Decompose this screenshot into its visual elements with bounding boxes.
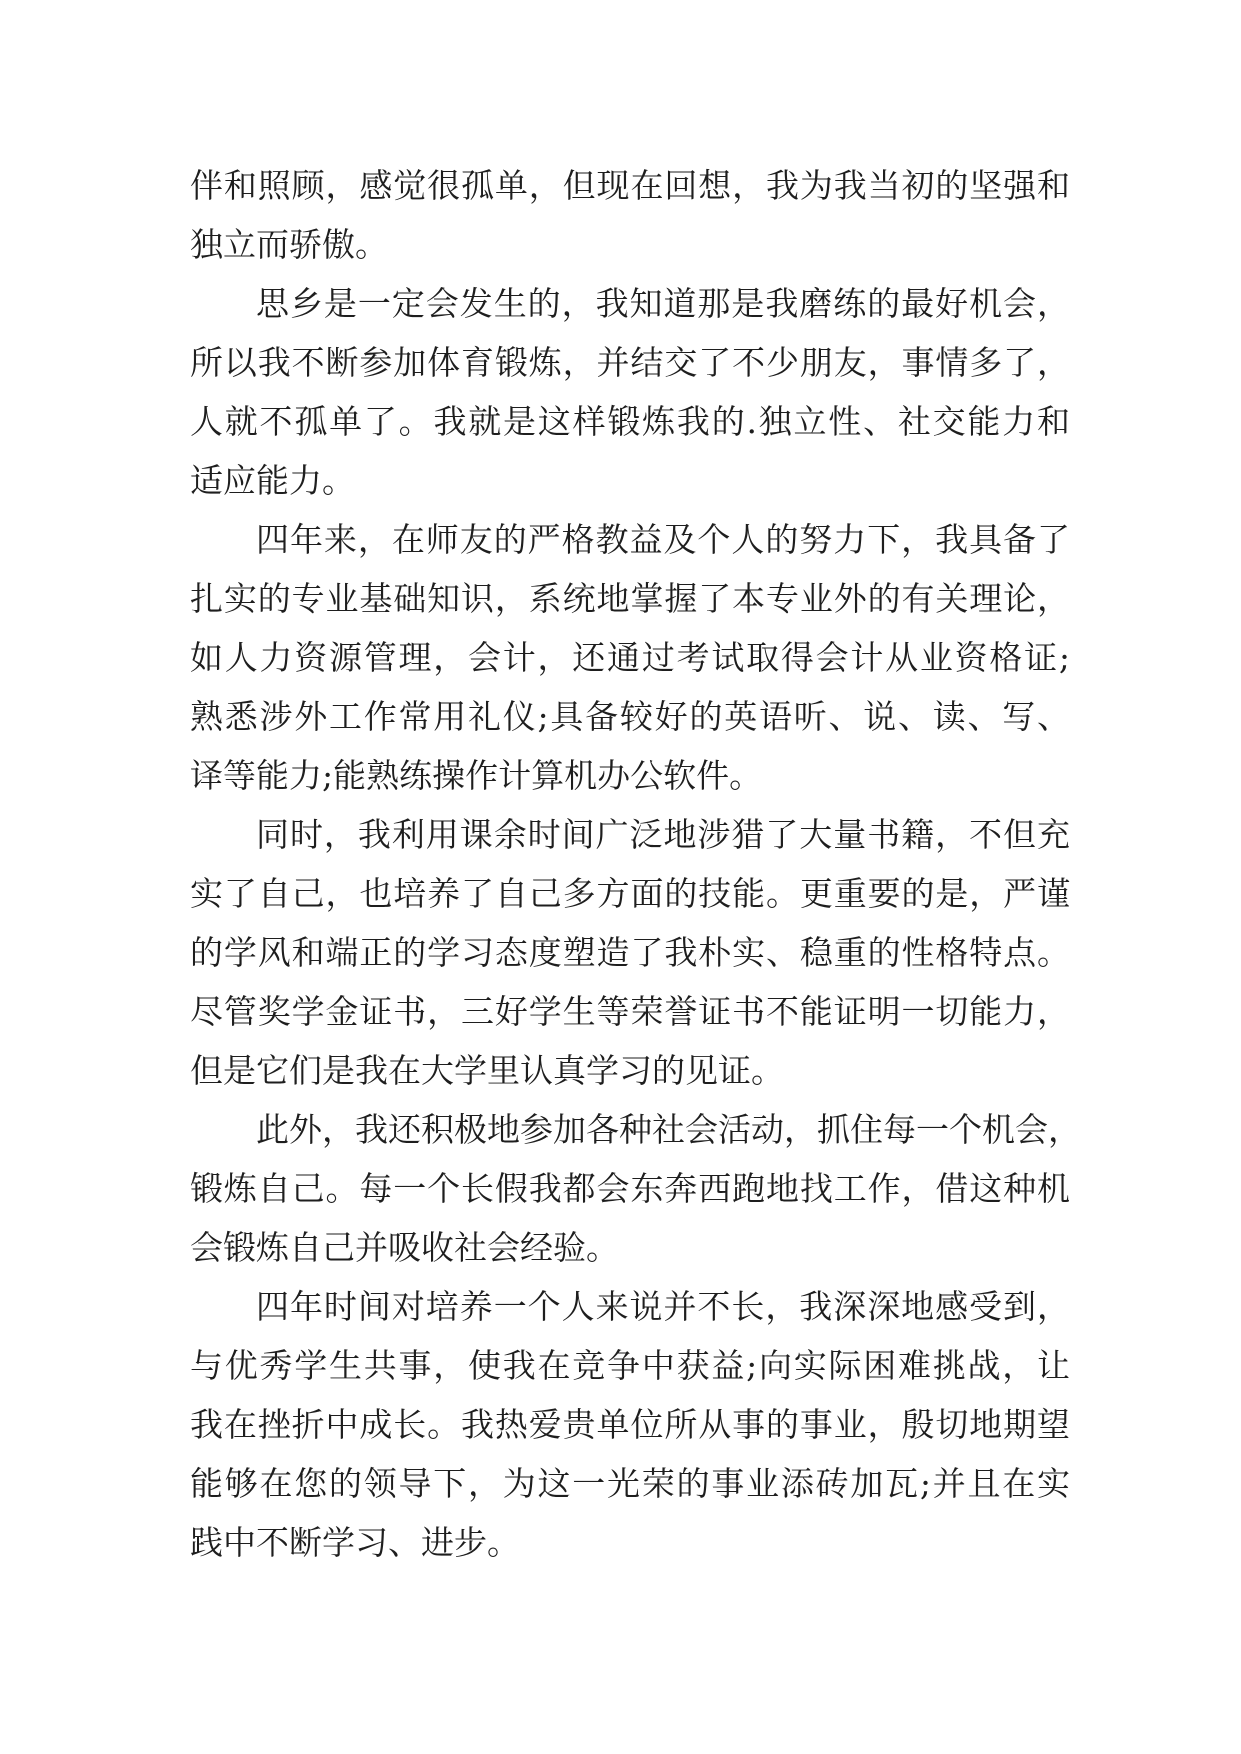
text-line: 同时，我利用课余时间广泛地涉猎了大量书籍，不但充 [256,815,1070,854]
text-line: 的学风和端正的学习态度塑造了我朴实、稳重的性格特点。 [190,933,1070,972]
text-line: 能够在您的领导下，为这一光荣的事业添砖加瓦;并且在实 [190,1464,1070,1503]
text-line: 人就不孤单了。我就是这样锻炼我的.独立性、社交能力和 [190,402,1070,441]
text-line: 适应能力。 [190,461,355,500]
text-line: 四年来，在师友的严格教益及个人的努力下，我具备了 [256,520,1070,559]
text-line: 译等能力;能熟练操作计算机办公软件。 [190,756,763,795]
text-line: 熟悉涉外工作常用礼仪;具备较好的英语听、说、读、写、 [190,697,1070,736]
text-line: 实了自己，也培养了自己多方面的技能。更重要的是，严谨 [190,874,1070,913]
paragraph-3 [190,510,1070,805]
text-line: 如人力资源管理，会计，还通过考试取得会计从业资格证; [190,638,1070,677]
text-line: 与优秀学生共事，使我在竞争中获益;向实际困难挑战，让 [190,1346,1070,1385]
text-line: 此外，我还积极地参加各种社会活动，抓住每一个机会， [256,1110,1081,1149]
text-line: 扎实的专业基础知识，系统地掌握了本专业外的有关理论， [190,579,1070,618]
text-line: 独立而骄傲。 [190,225,388,264]
text-line: 我在挫折中成长。我热爱贵单位所从事的事业，殷切地期望 [190,1405,1070,1444]
paragraph-5 [190,1100,1081,1277]
text-line: 会锻炼自己并吸收社会经验。 [190,1228,619,1267]
text-line: 四年时间对培养一个人来说并不长，我深深地感受到， [256,1287,1070,1326]
paragraph-1 [190,156,1070,274]
paragraph-6 [190,1277,1070,1572]
text-line: 践中不断学习、进步。 [190,1523,520,1562]
paragraph-4 [190,805,1070,1100]
paragraph-2 [190,274,1070,510]
text-line: 锻炼自己。每一个长假我都会东奔西跑地找工作，借这种机 [190,1169,1070,1208]
text-line: 思乡是一定会发生的，我知道那是我磨练的最好机会， [256,284,1070,323]
text-line: 但是它们是我在大学里认真学习的见证。 [190,1051,784,1090]
document-body [190,156,1081,1572]
text-line: 所以我不断参加体育锻炼，并结交了不少朋友，事情多了， [190,343,1070,382]
text-line: 尽管奖学金证书，三好学生等荣誉证书不能证明一切能力， [190,992,1070,1031]
text-line: 伴和照顾，感觉很孤单，但现在回想，我为我当初的坚强和 [190,166,1070,205]
